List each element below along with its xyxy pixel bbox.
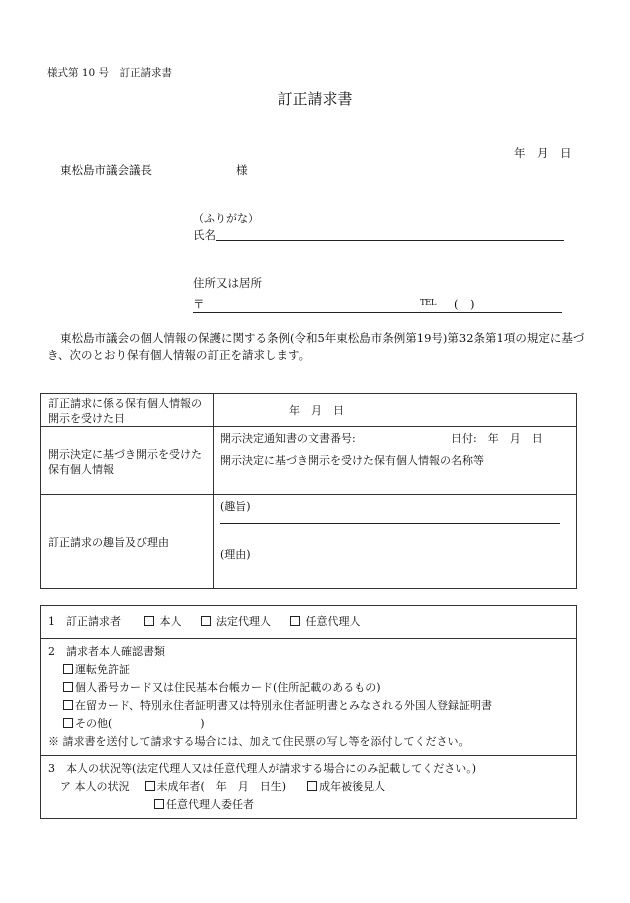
self-checkbox[interactable]: [144, 616, 154, 626]
honorific: 様: [236, 163, 248, 177]
disclosure-date-label: 訂正請求に係る保有個人情報の開示を受けた日: [48, 397, 202, 425]
disclosed-info-cell[interactable]: [214, 427, 577, 495]
notice-doc-number: 開示決定通知書の文書番号:: [220, 432, 356, 445]
doc-residence-item: [48, 697, 569, 715]
mynumber-label: 個人番号カード又は住民基本台帳カード(住所記載のあるもの): [75, 681, 381, 694]
residence-card-checkbox[interactable]: [63, 700, 73, 710]
status-row: [48, 778, 569, 796]
requester-type-label: 1 訂正請求者: [48, 615, 121, 628]
postal-mark: 〒: [193, 297, 205, 311]
purpose-reason-label-cell: [41, 495, 214, 589]
requester-type-row: [41, 606, 577, 639]
tel-parens: ( ): [454, 297, 475, 311]
request-date: 年 月 日: [514, 146, 572, 160]
name-label: 氏名: [193, 228, 216, 242]
id-documents-section: [41, 639, 577, 756]
reason-label: (理由): [220, 548, 251, 561]
requester-verification-table: [40, 605, 577, 819]
disclosed-info-label: 開示決定に基づき開示を受けた保有個人情報: [48, 448, 202, 476]
minor-label: 未成年者( 年 月 日生): [156, 780, 287, 793]
principal-status-section: [41, 756, 577, 819]
legal-agent-checkbox[interactable]: [201, 616, 211, 626]
tel-label: TEL: [420, 298, 437, 308]
id-documents-heading: 2 請求者本人確認書類: [48, 645, 165, 658]
purpose-reason-cell[interactable]: [214, 495, 577, 589]
voluntary-agent-option-label: 任意代理人: [305, 615, 361, 628]
disclosed-info-label-cell: [41, 427, 214, 495]
disclosure-date-label-cell: [41, 394, 214, 427]
intro-paragraph: 東松島市議会の個人情報の保護に関する条例(令和5年東松島市条例第19号)第32条第1項の規定に基づき、次のとおり保有個人情報の訂正を請求します。: [47, 331, 585, 362]
status-label: ア 本人の状況: [60, 780, 130, 793]
doc-mynumber-item: [48, 679, 569, 697]
principal-checkbox[interactable]: [154, 799, 164, 809]
purpose-reason-label: 訂正請求の趣旨及び理由: [48, 536, 169, 549]
name-field[interactable]: [216, 240, 564, 241]
ward-checkbox[interactable]: [307, 781, 317, 791]
self-option-label: 本人: [159, 615, 182, 628]
principal-row: [48, 796, 569, 814]
ward-label: 成年被後見人: [319, 780, 386, 793]
document-title: 訂正請求書: [277, 90, 353, 108]
legal-agent-option-label: 法定代理人: [216, 615, 271, 628]
address-field[interactable]: [193, 312, 562, 313]
license-label: 運転免許証: [75, 663, 130, 676]
voluntary-agent-checkbox[interactable]: [290, 616, 300, 626]
mynumber-checkbox[interactable]: [63, 682, 73, 692]
purpose-label: (趣旨): [220, 500, 251, 513]
residence-card-label: 在留カード、特別永住者証明書又は特別永住者証明書とみなされる外国人登録証明書: [75, 699, 493, 712]
principal-label: 任意代理人委任者: [166, 798, 254, 811]
address-label: 住所又は居所: [193, 276, 262, 290]
request-details-table: [40, 393, 577, 589]
status-heading: 3 本人の状況等(法定代理人又は任意代理人が請求する場合にのみ記載してください。): [48, 762, 477, 775]
furigana-label: （ふりがな）: [193, 212, 259, 225]
other-doc-label: その他( ): [75, 717, 205, 730]
license-checkbox[interactable]: [63, 664, 73, 674]
form-number: 様式第 10 号 訂正請求書: [47, 67, 173, 79]
minor-checkbox[interactable]: [145, 781, 155, 791]
doc-license-item: [48, 661, 569, 679]
doc-other-item: [48, 715, 569, 733]
disclosure-date-value: 年 月 日: [289, 404, 344, 417]
addressee: 東松島市議会議長: [60, 163, 152, 177]
mail-note: ※ 請求書を送付して請求する場合には、加えて住民票の写し等を添付してください。: [48, 735, 470, 748]
disclosure-date-cell[interactable]: [214, 394, 577, 427]
disclosed-info-name: 開示決定に基づき開示を受けた保有個人情報の名称等: [220, 454, 484, 467]
other-doc-checkbox[interactable]: [63, 718, 73, 728]
notice-date: 日付: 年 月 日: [451, 432, 543, 445]
